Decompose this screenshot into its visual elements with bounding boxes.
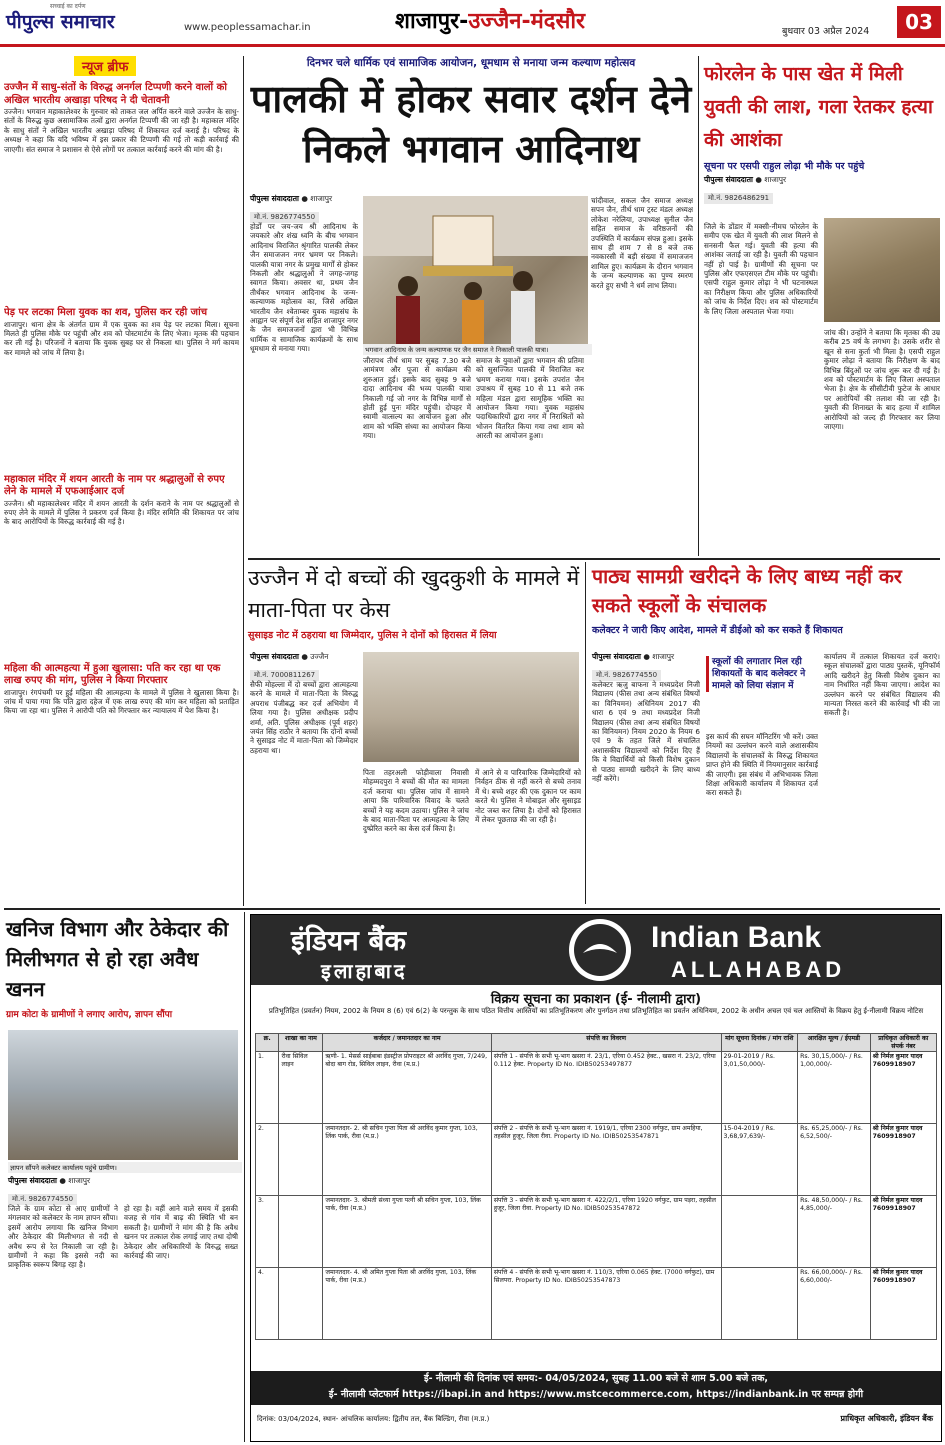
news-brief-tag bbox=[74, 56, 136, 76]
murder-byline-city: शाजापुर bbox=[764, 175, 787, 184]
table-row bbox=[256, 1124, 937, 1196]
mining-story bbox=[6, 914, 242, 1020]
brief-headline: महाकाल मंदिर में शयन आरती के नाम पर श्रद्धालुओं से रुपए लेने के मामले में एफआईआर दर्ज bbox=[4, 473, 225, 497]
brief-item bbox=[4, 82, 239, 303]
cell-no: 3. bbox=[256, 1196, 279, 1268]
cell-contact: श्री निर्मल कुमार यादव 7609918907 bbox=[870, 1268, 936, 1340]
lead-byline-city: शाजापुर bbox=[310, 194, 333, 203]
section-title bbox=[395, 5, 585, 35]
suicide-headline: उज्जैन में दो बच्चों की खुदकुशी के मामले में माता-पिता पर केस bbox=[248, 566, 580, 622]
brief-headline: उज्जैन में साधु-संतों के विरुद्ध अनर्गल टिप्पणी करने वालों को अखिल भारतीय अखाड़ा परिषद ने दी चेतावनी bbox=[4, 82, 227, 106]
murder-story: फोरलेन के पास खेत में मिली युवती की लाश, गला रेतकर हत्या की आशंका सूचना पर एसपी राहुल लोढ़ा भी मौके पर पहुंचे पीपुल्स संवाददाता ● शाजापुर मो.नं. 9826486291 bbox=[704, 58, 940, 204]
logo bbox=[6, 6, 115, 36]
textbook-mobile: मो.नं. 9826774550 bbox=[592, 670, 661, 681]
lead-kicker: दिनभर चले धार्मिक एवं सामाजिक आयोजन, धूमधाम से मनाया जन्म कल्याण महोत्सव bbox=[306, 57, 636, 69]
allahabad-english: ALLAHABAD bbox=[671, 957, 846, 982]
textbook-col-3: कार्यालय में तत्काल शिकायत दर्ज कराएं। स्कूल संचालकों द्वारा पाठ्य पुस्तकें, यूनिफॉर्म आदि खरीदने हेतु किसी विशेष दुकान का नाम निर्धारित नहीं किया जाएगा। आदेश का उल्लंघन करने पर संबंधित विद्यालय की मान्यता निरस्त करने की कार्रवाई भी की जा सकती है। bbox=[824, 652, 940, 718]
suicide-mobile: मो.नं. 7000811267 bbox=[250, 670, 319, 681]
suicide-byline-name: पीपुल्स संवाददाता bbox=[250, 652, 299, 661]
news-brief-label: न्यूज ब्रीफ bbox=[82, 60, 129, 75]
allahabad-hindi: इलाहाबाद bbox=[321, 959, 408, 983]
murder-col-2: जांच की। उन्होंने ने बताया कि मृतका की उम्र करीब 25 वर्ष के लगभग है। उसके शरीर से खून से सना कुर्ता भी मिला है। एसपी राहुल कुमार लोढ़ा ने बताया कि निरीक्षण के बाद विभिन्न बिंदुओं पर जांच शुरू कर दी गई है। शव को पोस्टमार्टम के लिए जिला अस्पताल भेजा है। क्षेत्र के सीसीटीवी फुटेज के आधार पर आरोपियों की तलाश की जा रही है। युवती की शिनाख्त के बाद हत्या में शामिल आरोपियों को जल्द ही गिरफ्तार कर लिया जाएगा। bbox=[824, 328, 940, 432]
textbook-headline: पाठ्य सामग्री खरीदने के लिए बाध्य नहीं कर सकते स्कूलों के संचालक bbox=[592, 565, 902, 617]
lead-col-3: समाज के युवाओं द्वारा भगवान की प्रतिमा को सुसज्जित पालकी में विराजित कर भ्रमण कराया गया। इसके उपरांत जैन उपाश्रय में सुबह 10 से 11 बजे तक महिला मंडल द्वारा सामूहिक भक्ति का आयोजन किया गया। युवक महासंघ पदाधिकारियों द्वारा नगर में निराश्रितों को भोजन वितरित किया गया तथा शाम को आरती का आयोजन हुआ। bbox=[476, 356, 584, 441]
murder-subhead: सूचना पर एसपी राहुल लोढ़ा भी मौके पर पहुंचे bbox=[704, 161, 865, 172]
mining-byline-name: पीपुल्स संवाददाता bbox=[8, 1176, 57, 1185]
cell-property: संपत्ति 1 - संपत्ति के सभी भू-भाग खसरा नं. 23/1, एरिया 0.452 हेक्ट., खसरा नं. 23/2, एरिया 0.112 हेक्ट. Property ID No. IDIB50253497877 bbox=[491, 1052, 721, 1124]
table-row bbox=[256, 1196, 937, 1268]
lead-col-1: होर्डों पर जय-जय श्री आदिनाथ के जयकारे और शंख ध्वनि के बीच भगवान आदिनाथ विराजित श्रृंगारित पालकी लेकर जैन समाजजन नगर भ्रमण पर निकले। पालकी यात्रा नगर के प्रमुख मार्गों से होकर निकली और श्रद्धालुओं ने जगह-जगह स्वागत किया। अवसर था, प्रथम जैन तीर्थंकर भगवान आदिनाथ के जन्म-कल्याणक महोत्सव का, जिसे अखिल भारतीय जैन श्वेताम्बर युवक महासंघ के आह्वान पर संपूर्ण देश सहित शाजापुर नगर के जैन समाजजनों द्वारा भी विभिन्न धार्मिक व सामाजिक कार्यक्रमों के साथ धूमधाम से मनाया गया। bbox=[250, 222, 358, 354]
section-title-left: शाजापुर- bbox=[395, 9, 469, 34]
brief-body: उज्जैन। श्री महाकालेश्वर मंदिर में शयन आरती के दर्शन कराने के नाम पर श्रद्धालुओं से रुपए लेने के मामले में पुलिस ने प्रकरण दर्ज किया है। मंदिर समिति की शिकायत पर जांच के बाद आरोपियों के विरुद्ध कार्रवाई की गई है। bbox=[4, 498, 239, 527]
cell-reserve: Rs. 66,00,000/- / Rs. 6,60,000/- bbox=[798, 1268, 870, 1340]
ad-footer-date: दिनांक: 03/04/2024, स्थान- आंचलिक कार्यालय: द्वितीय तल, बैंक बिल्डिंग, रीवा (म.प्र.) bbox=[257, 1415, 490, 1423]
cell-demand bbox=[721, 1196, 798, 1268]
cell-no: 2. bbox=[256, 1124, 279, 1196]
brief-headline: पेड़ पर लटका मिला युवक का शव, पुलिस कर रही जांच bbox=[4, 307, 208, 318]
suicide-col-2: पिता तहरअली फोड़ीवाला निवासी मोहम्मदपुरा ने बच्चों की मौत का मामला दर्ज कराया था। पुलिस जांच में सामने आया कि पारिवारिक विवाद के चलते बच्चों ने यह कदम उठाया। पुलिस ने जांच के बाद माता-पिता पर आत्महत्या के लिए दुष्प्रेरित करने का केस दर्ज किया है। bbox=[363, 768, 469, 834]
header-cell: मांग सूचना दिनांक / मांग राशि bbox=[721, 1034, 798, 1052]
website-link[interactable]: www.peoplessamachar.in bbox=[184, 22, 311, 33]
murder-photo bbox=[824, 218, 940, 322]
cell-no: 4. bbox=[256, 1268, 279, 1340]
auction-table bbox=[255, 1033, 937, 1340]
masthead bbox=[0, 0, 945, 47]
brief-item bbox=[4, 663, 239, 878]
cell-demand bbox=[721, 1268, 798, 1340]
mining-photo-caption: ज्ञापन सौंपने कलेक्टर कार्यालय पहुंचे ग्रामीण। bbox=[8, 1162, 242, 1173]
notice-intro: प्रतिभूतिहित (प्रवर्तन) नियम, 2002 के नियम 8 (6) एवं 6(2) के परन्तुक के साथ पठित वित्तीय आस्तियों का प्रतिभूतिकरण और पुनर्गठन तथा प्रतिभूतिहित का प्रवर्तन अधिनियम, 2002 के अधीन अचल एवं चल आस्तियों के विक्रय हेतु ई-नीलामी विक्रय नोटिस bbox=[268, 1007, 924, 1015]
cell-branch bbox=[279, 1196, 323, 1268]
auction-datetime: ई- नीलामी की दिनांक एवं समय:- 04/05/2024, सुबह 11.00 बजे से शाम 5.00 बजे तक, bbox=[424, 1373, 768, 1384]
suicide-col-1: सैफी मोहल्ला में दो बच्चों द्वारा आत्महत्या करने के मामले में माता-पिता के विरुद्ध अपराध पंजीबद्ध कर दर्ज अभियोग में लिया गया है। पुलिस अधीक्षक प्रदीप शर्मा, अति. पुलिस अधीक्षक (पूर्व शहर) जयंत सिंह राठौर ने बताया कि दोनों बच्चों ने सुसाइड नोट में माता-पिता को जिम्मेदार ठहराया था। bbox=[250, 680, 358, 755]
cell-reserve: Rs. 30,15,000/- / Rs. 1,00,000/- bbox=[798, 1052, 870, 1124]
auction-table-wrap bbox=[255, 1033, 937, 1353]
notice-title: विक्रय सूचना का प्रकाशन (ई- नीलामी द्वारा) bbox=[490, 992, 702, 1007]
mining-col-1: जिले के ग्राम कोटा से आए ग्रामीणों ने मंगलवार को कलेक्टर के नाम ज्ञापन सौंपा। इसमें आरोप लगाया कि खनिज विभाग और ठेकेदार की मिलीभगत से नदी से अवैध रूप से रेत निकाली जा रही है। ग्रामीणों ने कहा कि इससे नदी का प्राकृतिक स्वरूप बिगड़ रहा है। bbox=[8, 1204, 118, 1270]
table-row bbox=[256, 1052, 937, 1124]
bank-name-hindi: इंडियन बैंक bbox=[291, 924, 407, 957]
section-title-right: उज्जैन-मंदसौर bbox=[468, 9, 586, 34]
bank-header bbox=[251, 915, 941, 985]
cell-borrower: ऋणी- 1. मेसर्स साईबाबा इंडस्ट्रीज प्रोपराइटर श्री अरविंद गुप्ता, 7/249, बोदा बाग रोड, सिविल लाइन, रीवा (म.प्र.) bbox=[323, 1052, 491, 1124]
lead-col-4: चांदीवाल, सकल जैन समाज अध्यक्ष सपन जैन, तीर्थ धाम ट्रस्ट मंडल अध्यक्ष लोकेश नरेलिया, उपाध्यक्ष सुनील जैन सहित समाज के वरिष्ठजनों की उपस्थिति में कार्यक्रम संपन्न हुआ। इसके साथ ही शाम 7 से 8 बजे तक नवकारसी में बड़ी संख्या में समाजजन शामिल हुए। कार्यक्रम के दौरान भगवान के जन्म कल्याणक का पुण्य स्मरण करते हुए सभी ने धर्म लाभ लिया। bbox=[591, 196, 693, 290]
bank-logo-icon bbox=[569, 919, 631, 981]
cell-reserve: Rs. 48,50,000/- / Rs. 4,85,000/- bbox=[798, 1196, 870, 1268]
header-cell: संपत्ति का विवरण bbox=[491, 1034, 721, 1052]
mining-headline: खनिज विभाग और ठेकेदार की मिलीभगत से हो रहा अवैध खनन bbox=[6, 917, 229, 1001]
murder-headline: फोरलेन के पास खेत में मिली युवती की लाश, गला रेतकर हत्या की आशंका bbox=[704, 63, 933, 151]
issue-date: बुधवार 03 अप्रैल 2024 bbox=[782, 26, 870, 37]
mining-photo bbox=[8, 1030, 238, 1160]
mining-byline-city: शाजापुर bbox=[68, 1176, 91, 1185]
textbook-callout: स्कूलों की लगातार मिल रही शिकायतों के बाद कलेक्टर ने मामले को लिया संज्ञान में bbox=[706, 656, 824, 692]
suicide-byline-city: उज्जैन bbox=[310, 652, 329, 661]
suicide-photo bbox=[363, 652, 579, 762]
cell-property: संपत्ति 2 - संपत्ति के सभी भू-भाग खसरा नं. 1919/1, एरिया 2300 वर्गफुट, ग्राम अमहिया, तहसील हुजूर, जिला रीवा. Property ID No. IDIB50253547871 bbox=[491, 1124, 721, 1196]
lead-col-2: जीरापथ तीर्थ धाम पर सुबह 7.30 बजे आमंत्रण और पूजा से कार्यक्रम की शुरुआत हुई। इसके बाद सुबह 9 बजे दादा आदिनाथ की भव्य पालकी यात्रा निकाली गई जो नगर के विभिन्न मार्गों से होती हुई पुनः मंदिर पहुंची। दोपहर में स्वामी वात्सल्य का आयोजन हुआ और शाम को भक्ति संध्या का आयोजन किया गया। bbox=[363, 356, 471, 441]
cell-borrower: जमानतदार- 4. श्री अमित गुप्ता पिता श्री अरविंद गुप्ता, 103, लिंक पार्क, रीवा (म.प्र.) bbox=[323, 1268, 491, 1340]
textbook-subhead: कलेक्टर ने जारी किए आदेश, मामले में डीईओ को कर सकते हैं शिकायत bbox=[592, 625, 843, 636]
textbook-byline-city: शाजापुर bbox=[652, 652, 675, 661]
murder-byline-name: पीपुल्स संवाददाता bbox=[704, 175, 753, 184]
cell-contact: श्री निर्मल कुमार यादव 7609918907 bbox=[870, 1052, 936, 1124]
cell-property: संपत्ति 4 - संपत्ति के सभी भू-भाग खसरा नं. 110/3, एरिया 0.065 हेक्ट. (7000 वर्गफुट), ग्राम सिलपरा. Property ID No. IDIB50253547873 bbox=[491, 1268, 721, 1340]
mining-mobile: मो.नं. 9826774550 bbox=[8, 1194, 77, 1205]
header-cell: कर्जदार / जमानतदार का नाम bbox=[323, 1034, 491, 1052]
cell-reserve: Rs. 65,25,000/- / Rs. 6,52,500/- bbox=[798, 1124, 870, 1196]
suicide-subhead: सुसाइड नोट में ठहराया था जिम्मेदार, पुलिस ने दोनों को हिरासत में लिया bbox=[248, 630, 497, 641]
brief-body: उज्जैन। भगवान महाकालेश्वर के गुरुवार को ताकत जल अर्पित करने वाले उज्जैन के साधु-संतों के विरुद्ध कुछ असामाजिक तत्वों द्वारा अनर्गल टिप्पणी की जा रही है। महाकाल मंदिर के साधु संतों ने अखिल भारतीय अखाड़ा परिषद में शिकायत दर्ज कराई है। परिषद के अध्यक्ष ने कहा कि यदि भविष्य में इस प्रकार की टिप्पणी की गई तो कड़ी कार्रवाई की जाएगी। संत समाज ने प्रशासन से ऐसे लोगों पर तत्काल कार्रवाई करने की मांग की है। bbox=[4, 107, 239, 154]
cell-branch bbox=[279, 1268, 323, 1340]
cell-contact: श्री निर्मल कुमार यादव 7609918907 bbox=[870, 1124, 936, 1196]
logo-tagline: सच्चाई का दर्पण bbox=[50, 3, 86, 10]
news-brief-column bbox=[4, 56, 239, 903]
cell-property: संपत्ति 3 - संपत्ति के सभी भू-भाग खसरा नं. 422/2/1, एरिया 1920 वर्गफुट, ग्राम पड़रा, तहसील हुजूर, जिला रीवा. Property ID No. IDIB50253547872 bbox=[491, 1196, 721, 1268]
table-header-row bbox=[256, 1034, 937, 1052]
brief-body: शाजापुर। रंगपंचमी पर हुई महिला की आत्महत्या के मामले में पुलिस ने खुलासा किया है। जांच में पाया गया कि पति द्वारा दहेज में एक लाख रुपए की मांग कर महिला को प्रताड़ित किया जा रहा था। पुलिस ने आरोपी पति को गिरफ्तार कर न्यायालय में पेश किया है। bbox=[4, 687, 239, 716]
lead-photo bbox=[363, 196, 588, 344]
bank-ad bbox=[250, 914, 942, 1442]
cell-branch bbox=[279, 1124, 323, 1196]
lead-byline-name: पीपुल्स संवाददाता bbox=[250, 194, 299, 203]
murder-mobile: मो.नं. 9826486291 bbox=[704, 193, 773, 204]
brief-headline: महिला की आत्महत्या में हुआ खुलासा: पति कर रहा था एक लाख रुपए की मांग, पुलिस ने किया गिरफ्तार bbox=[4, 662, 221, 686]
brief-item bbox=[4, 307, 239, 470]
page-number: 03 bbox=[905, 10, 933, 34]
textbook-byline-name: पीपुल्स संवाददाता bbox=[592, 652, 641, 661]
cell-contact: श्री निर्मल कुमार यादव 7609918907 bbox=[870, 1196, 936, 1268]
auction-strip bbox=[251, 1371, 941, 1405]
cell-no: 1. bbox=[256, 1052, 279, 1124]
brief-item bbox=[4, 474, 239, 659]
header-cell: प्राधिकृत अधिकारी का संपर्क नंबर bbox=[870, 1034, 936, 1052]
logo-text: पीपुल्स समाचार bbox=[6, 11, 115, 33]
lead-photo-caption: भगवान आदिनाथ के जन्म कल्याणक पर जैन समाज ने निकाली पालकी यात्रा। bbox=[363, 344, 592, 355]
auction-platform[interactable]: ई- नीलामी प्लेटफार्म https://ibapi.in and https://www.mstcecommerce.com, https://indianbank.in पर सम्पन्न होगी bbox=[328, 1389, 864, 1400]
brief-body: शाजापुर। थाना क्षेत्र के अंतर्गत ग्राम में एक युवक का शव पेड़ पर लटका मिला। सूचना मिलते ही पुलिस मौके पर पहुंची और शव को पोस्टमार्टम के लिए भेजा। मृतक की पहचान कर ली गई है। परिजनों ने बताया कि युवक सुबह घर से निकला था। पुलिस ने मर्ग कायम कर मामले को जांच में लिया है। bbox=[4, 319, 239, 357]
textbook-col-2: इस कार्य की सघन मॉनिटरिंग भी करें। उक्त नियमों का उल्लंघन करने वाले अशासकीय विद्यालयों के संचालकों के विरुद्ध शिकायत प्राप्त होने की स्थिति में नियमानुसार कार्रवाई की जाएगी। इस संबंध में अभिभावक जिला शिक्षा अधिकारी कार्यालय में शिकायत दर्ज करा सकते हैं। bbox=[706, 732, 818, 798]
cell-demand: 29-01-2019 / Rs. 3,01,50,000/- bbox=[721, 1052, 798, 1124]
lead-headline: पालकी में होकर सवार दर्शन देने निकले भगवान आदिनाथ bbox=[250, 77, 692, 171]
mining-subhead: ग्राम कोटा के ग्रामीणों ने लगाए आरोप, ज्ञापन सौंपा bbox=[6, 1010, 173, 1020]
header-cell: क्र. bbox=[256, 1034, 279, 1052]
cell-borrower: जमानतदार- 2. श्री सचिन गुप्ता पिता श्री अरविंद कुमार गुप्ता, 103, लिंक पार्क, रीवा (म.प्र.) bbox=[323, 1124, 491, 1196]
lead-mobile: मो.नं. 9826774550 bbox=[250, 212, 319, 223]
page-number-box bbox=[897, 6, 941, 38]
lead-byline: पीपुल्स संवाददाता ● शाजापुर मो.नं. 9826774550 bbox=[250, 194, 333, 221]
suicide-story bbox=[248, 562, 588, 641]
table-row bbox=[256, 1268, 937, 1340]
palki-illustration bbox=[363, 196, 588, 344]
bank-name-english: Indian Bank bbox=[651, 921, 822, 954]
textbook-col-1: कलेक्टर ऋजु बाफना ने मध्यप्रदेश निजी विद्यालय (फीस तथा अन्य संबंधित विषयों का विनियमन) अधिनियम 2017 की धारा 6 एवं 9 तथा मध्यप्रदेश निजी विद्यालय (फीस तथा अन्य संबंधित विषयों का विनियमन) नियम 2020 के नियम 6 एवं 9 के तहत जिले में संचालित अशासकीय विद्यालयों को निर्देश दिए हैं कि वे विद्यार्थियों को किसी विशेष दुकान से पाठ्य सामग्री खरीदने के लिए बाध्य नहीं करेंगे। bbox=[592, 680, 700, 784]
suicide-col-3: में आने से व पारिवारिक जिम्मेदारियों को निर्वहन ठीक से नहीं करने से बच्चे तनाव में थे। बच्चे शहर की एक दुकान पर काम करते थे। पुलिस ने मोबाइल और सुसाइड नोट जब्त कर लिया है। दोनों को हिरासत में लेकर पूछताछ की जा रही है। bbox=[475, 768, 581, 825]
header-cell: शाखा का नाम bbox=[279, 1034, 323, 1052]
header-cell: आरक्षित मूल्य / ईएमडी bbox=[798, 1034, 870, 1052]
cell-borrower: जमानतदार- 3. श्रीमती संध्या गुप्ता पत्नी श्री सचिन गुप्ता, 103, लिंक पार्क, रीवा (म.प्र.) bbox=[323, 1196, 491, 1268]
mining-col-2: हो रहा है। वहीं आने वाले समय में इसकी वजह से गांव में बाढ़ की स्थिति भी बन सकती है। ग्रामीणों ने मांग की है कि अवैध खनन पर तत्काल रोक लगाई जाए तथा दोषी ठेकेदार और अधिकारियों के विरुद्ध सख्त कार्रवाई की जाए। bbox=[124, 1204, 238, 1261]
ad-signature: प्राधिकृत अधिकारी, इंडियन बैंक bbox=[840, 1414, 933, 1423]
textbook-story bbox=[592, 562, 940, 636]
cell-demand: 15-04-2019 / Rs. 3,68,97,639/- bbox=[721, 1124, 798, 1196]
murder-col-1: जिले के डोंडार में मक्सी-नीमच फोरलेन के समीप एक खेत में युवती की लाश मिलने से सनसनी फैल गई। युवती की हत्या की आशंका जताई जा रही है। युवती की पहचान नहीं हो पाई है। ग्रामीणों की सूचना पर पुलिस और एफएसएल टीम मौके पर पहुंची। एसपी राहुल कुमार लोढ़ा ने भी घटनास्थल का निरीक्षण किया और पुलिस अधिकारियों को जांच के निर्देश दिए। शव को पोस्टमार्टम के लिए जिला अस्पताल भेजा गया। bbox=[704, 222, 818, 316]
cell-branch: रीवा सिविल लाइन bbox=[279, 1052, 323, 1124]
